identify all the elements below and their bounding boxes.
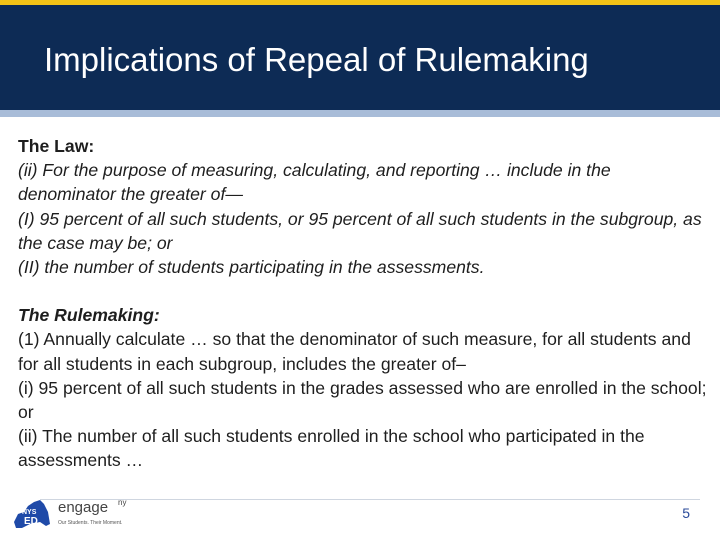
page-number: 5 (682, 505, 690, 521)
rulemaking-line: (ii) The number of all such students enrolled in the school who participated in the assessments … (18, 426, 645, 471)
logo-brand-sup: ny (118, 498, 127, 507)
law-heading: The Law: (18, 136, 95, 156)
rulemaking-heading: The Rulemaking: (18, 305, 160, 326)
section-spacer (18, 279, 708, 303)
rulemaking-line: (i) 95 percent of all such students in the grades assessed who are enrolled in the school; or (18, 377, 707, 423)
rulemaking-line: (1) Annually calculate … so that the denominator of such measure, for all students and for all students in each subgroup, includes the greater of– (18, 329, 691, 374)
engageny-logo (10, 492, 150, 532)
title-underline (0, 110, 720, 117)
logo-tagline: Our Students. Their Moment. (58, 520, 123, 526)
logo-brand-text: engage (58, 499, 109, 516)
logo-dept-text: ED (24, 516, 38, 527)
slide-title: Implications of Repeal of Rulemaking (44, 41, 589, 78)
title-bar (0, 5, 720, 110)
logo-state-text: NYS (22, 509, 37, 516)
slide-body (18, 134, 708, 473)
law-line: (I) 95 percent of all such students, or 95 percent of all such students in the subgroup, as the case may be; or (18, 208, 702, 253)
law-line: (ii) For the purpose of measuring, calculating, and reporting … include in the denominator the greater of— (18, 160, 611, 205)
law-line: (II) the number of students participating in the assessments. (18, 257, 485, 278)
